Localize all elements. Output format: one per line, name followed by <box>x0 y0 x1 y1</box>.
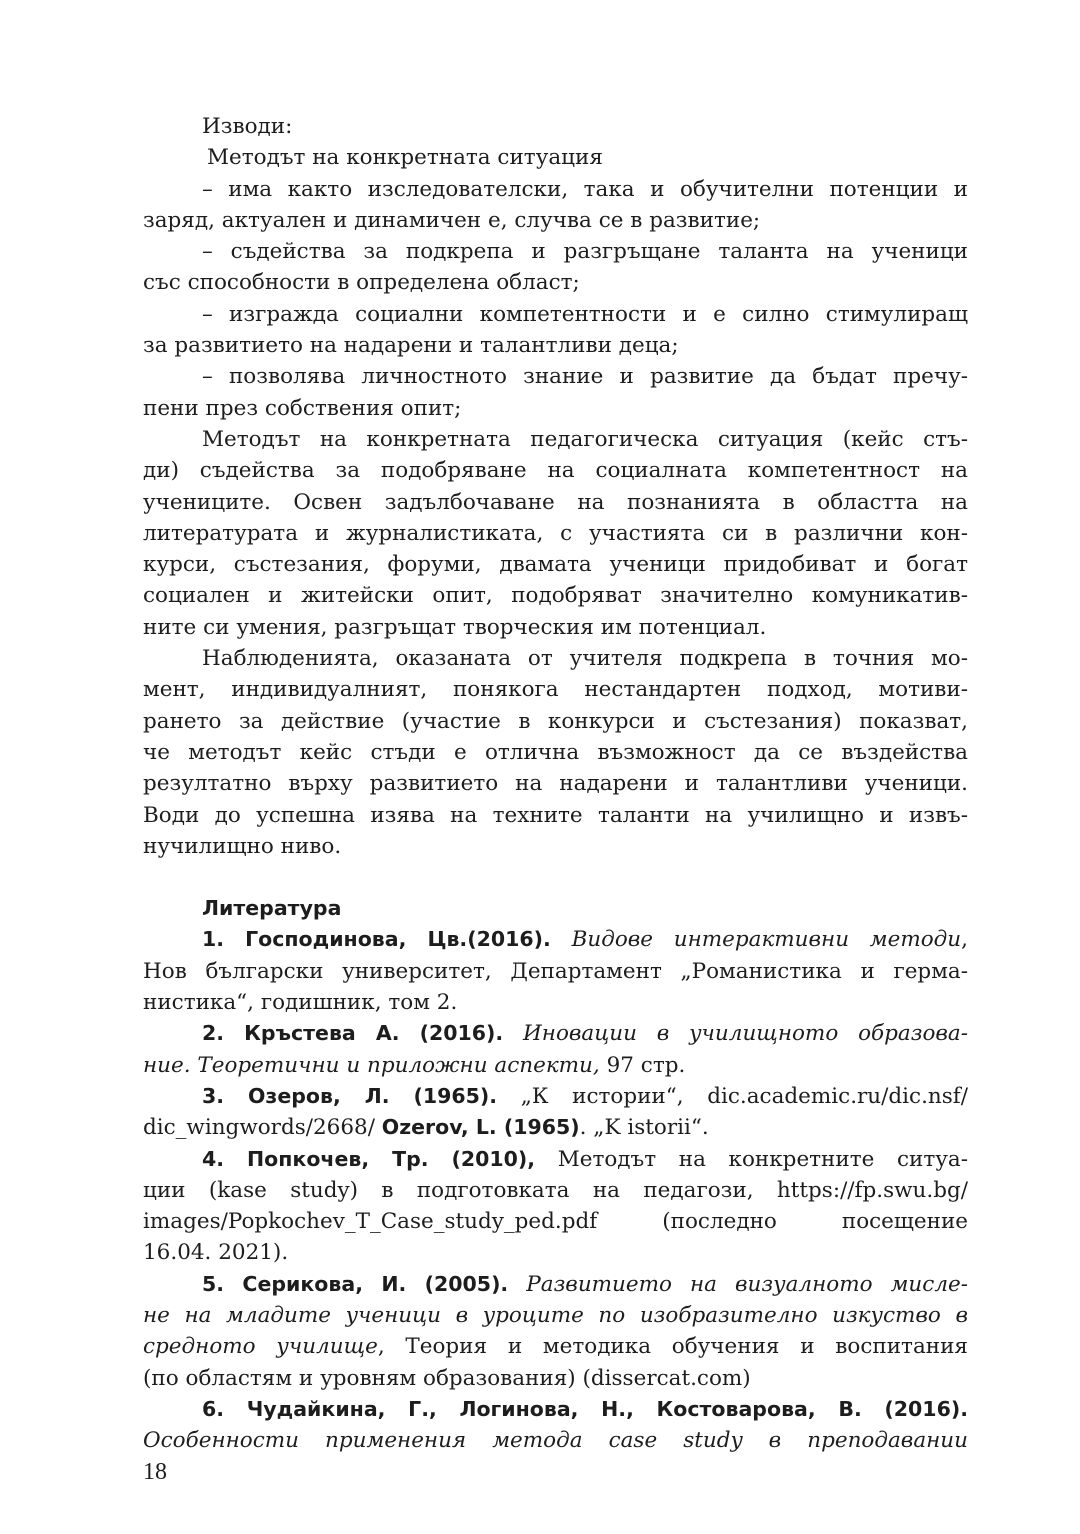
reference-5-author: 5. Серикова, И. (2005). <box>202 1271 509 1296</box>
page-number: 18 <box>143 1459 167 1485</box>
reference-5-line-2 <box>143 1300 968 1331</box>
paragraph-1-line: курси, състезания, форуми, двамата ученици придобиват и богат <box>143 552 968 578</box>
reference-6-authors: 6. Чудайкина, Г., Логинова, Н., Костоварова, В. (2016). <box>202 1396 968 1421</box>
conclusion-item-3-line-1: – изгражда социални компетентности и е силно стимулиращ <box>202 301 968 327</box>
reference-4-line-1 <box>143 1144 968 1175</box>
paragraph-2-line: Води до успешна изява на техните таланти на училищно и извъ- <box>143 802 968 828</box>
paragraph-2-line: Наблюденията, оказаната от учителя подкрепа в точния мо- <box>202 646 968 672</box>
paragraph-1-line: ди) съдейства за подобряване на социалната компетентност на <box>143 458 968 484</box>
reference-4-title: Методът на конкретните ситуа- <box>535 1146 968 1172</box>
conclusion-item-1-line-2: заряд, актуален и динамичен е, случва се в развитие; <box>143 207 761 233</box>
reference-6-title: Особенности применения метода case study в преподавании <box>143 1428 968 1454</box>
paragraph-1-line: ните си умения, разгръщат творческия им потенциал. <box>143 614 767 640</box>
reference-6-line-1 <box>143 1394 968 1425</box>
paragraph-2-line: мент, индивидуалният, понякога нестандартен подход, мотиви- <box>143 677 968 703</box>
reference-5-line-4: (по областям и уровням образования) (dissercat.com) <box>143 1365 751 1391</box>
reference-1-line-3: нистика“, годишник, том 2. <box>143 990 458 1016</box>
reference-3-title-latin: . „K istorii“. <box>579 1115 709 1141</box>
conclusion-item-2-line-2: със способности в определена област; <box>143 270 580 296</box>
reference-1-line-2: Нов български университет, Департамент „Романистика и герма- <box>143 958 968 984</box>
reference-1-punct: , <box>961 927 968 953</box>
page-body <box>143 111 968 1456</box>
paragraph-2-line: че методът кейс стъди е отлична възможност да се въздейства <box>143 739 968 765</box>
conclusions-heading: Изводи: <box>202 114 293 139</box>
paragraph-1-line: социален и житейски опит, подобряват значително комуникатив- <box>143 583 968 609</box>
paragraph-1-line: литературата и журналистиката, с участията си в различни кон- <box>143 520 968 546</box>
reference-2-title-part-1: Иновации в училищното образова- <box>523 1021 968 1047</box>
reference-5-title-part-3: средното училище <box>143 1334 378 1360</box>
reference-6-line-2 <box>143 1425 968 1456</box>
reference-3-path: dic_wingwords/2668/ <box>143 1115 382 1141</box>
reference-2-pages: 97 стр. <box>599 1052 686 1078</box>
paragraph-2-line: нучилищно ниво. <box>143 833 342 859</box>
conclusion-item-3-line-2: за развитието на надарени и талантливи деца; <box>143 333 679 359</box>
reference-5-title-part-2: не на младите ученици в уроците по изобразително изкуство в <box>143 1302 968 1328</box>
paragraph-2-line: рането за действие (участие в конкурси и състезания) показват, <box>143 708 968 734</box>
reference-4-line-2: ции (kase study) в подготовката на педагози, https://fp.swu.bg/ <box>143 1177 968 1203</box>
reference-2-line-2 <box>143 1050 968 1081</box>
reference-4-author: 4. Попкочев, Тр. (2010), <box>202 1146 536 1171</box>
conclusions-subject: Методът на конкретната ситуация <box>207 145 603 171</box>
conclusion-item-4-line-2: пени през собствения опит; <box>143 395 462 421</box>
reference-5-title-part-1: Развитието на визуалното мисле- <box>526 1271 968 1297</box>
reference-4-line-4: 16.04. 2021). <box>143 1240 289 1266</box>
reference-3-source: „К истории“, dic.academic.ru/dic.nsf/ <box>497 1083 968 1109</box>
conclusion-item-1-line-1: – има както изследователски, така и обучителни потенции и <box>202 176 968 202</box>
paragraph-1-line: Методът на конкретната педагогическа ситуация (кейс стъ- <box>202 426 968 452</box>
references-heading-text: Литература <box>202 896 342 921</box>
reference-4-line-3: images/Popkochev_T_Case_study_ped.pdf (последно посещение <box>143 1209 968 1235</box>
reference-5-line-3 <box>143 1331 968 1362</box>
paragraph-2-line: резултатно върху развитието на надарени и талантливи ученици. <box>143 771 968 797</box>
conclusion-item-4-line-1: – позволява личностното знание и развитие да бъдат пречу- <box>202 364 968 390</box>
reference-3-line-2 <box>143 1112 968 1143</box>
reference-2-title-part-2: ние. Теоретични и приложни аспекти, <box>143 1052 600 1078</box>
reference-1-line-1 <box>143 924 968 955</box>
conclusion-item-2-line-1: – съдейства за подкрепа и разгръщане таланта на ученици <box>202 239 968 265</box>
reference-1-author: 1. Господинова, Цв.(2016). <box>202 927 551 952</box>
reference-5-publisher: , Теория и методика обучения и воспитания <box>377 1334 968 1360</box>
reference-3-author: 3. Озеров, Л. (1965). <box>202 1083 498 1108</box>
reference-2-author: 2. Кръстева А. (2016). <box>202 1021 504 1046</box>
reference-3-line-1 <box>143 1081 968 1112</box>
reference-5-line-1 <box>143 1269 968 1300</box>
section-gap <box>143 862 968 893</box>
paragraph-1-line: учениците. Освен задълбочаване на познанията в областта на <box>143 489 968 515</box>
reference-3-author-latin: Ozerov, L. (1965) <box>381 1115 580 1140</box>
reference-1-title: Видове интерактивни методи <box>571 927 962 953</box>
references-heading <box>143 893 968 924</box>
reference-2-line-1 <box>143 1018 968 1049</box>
